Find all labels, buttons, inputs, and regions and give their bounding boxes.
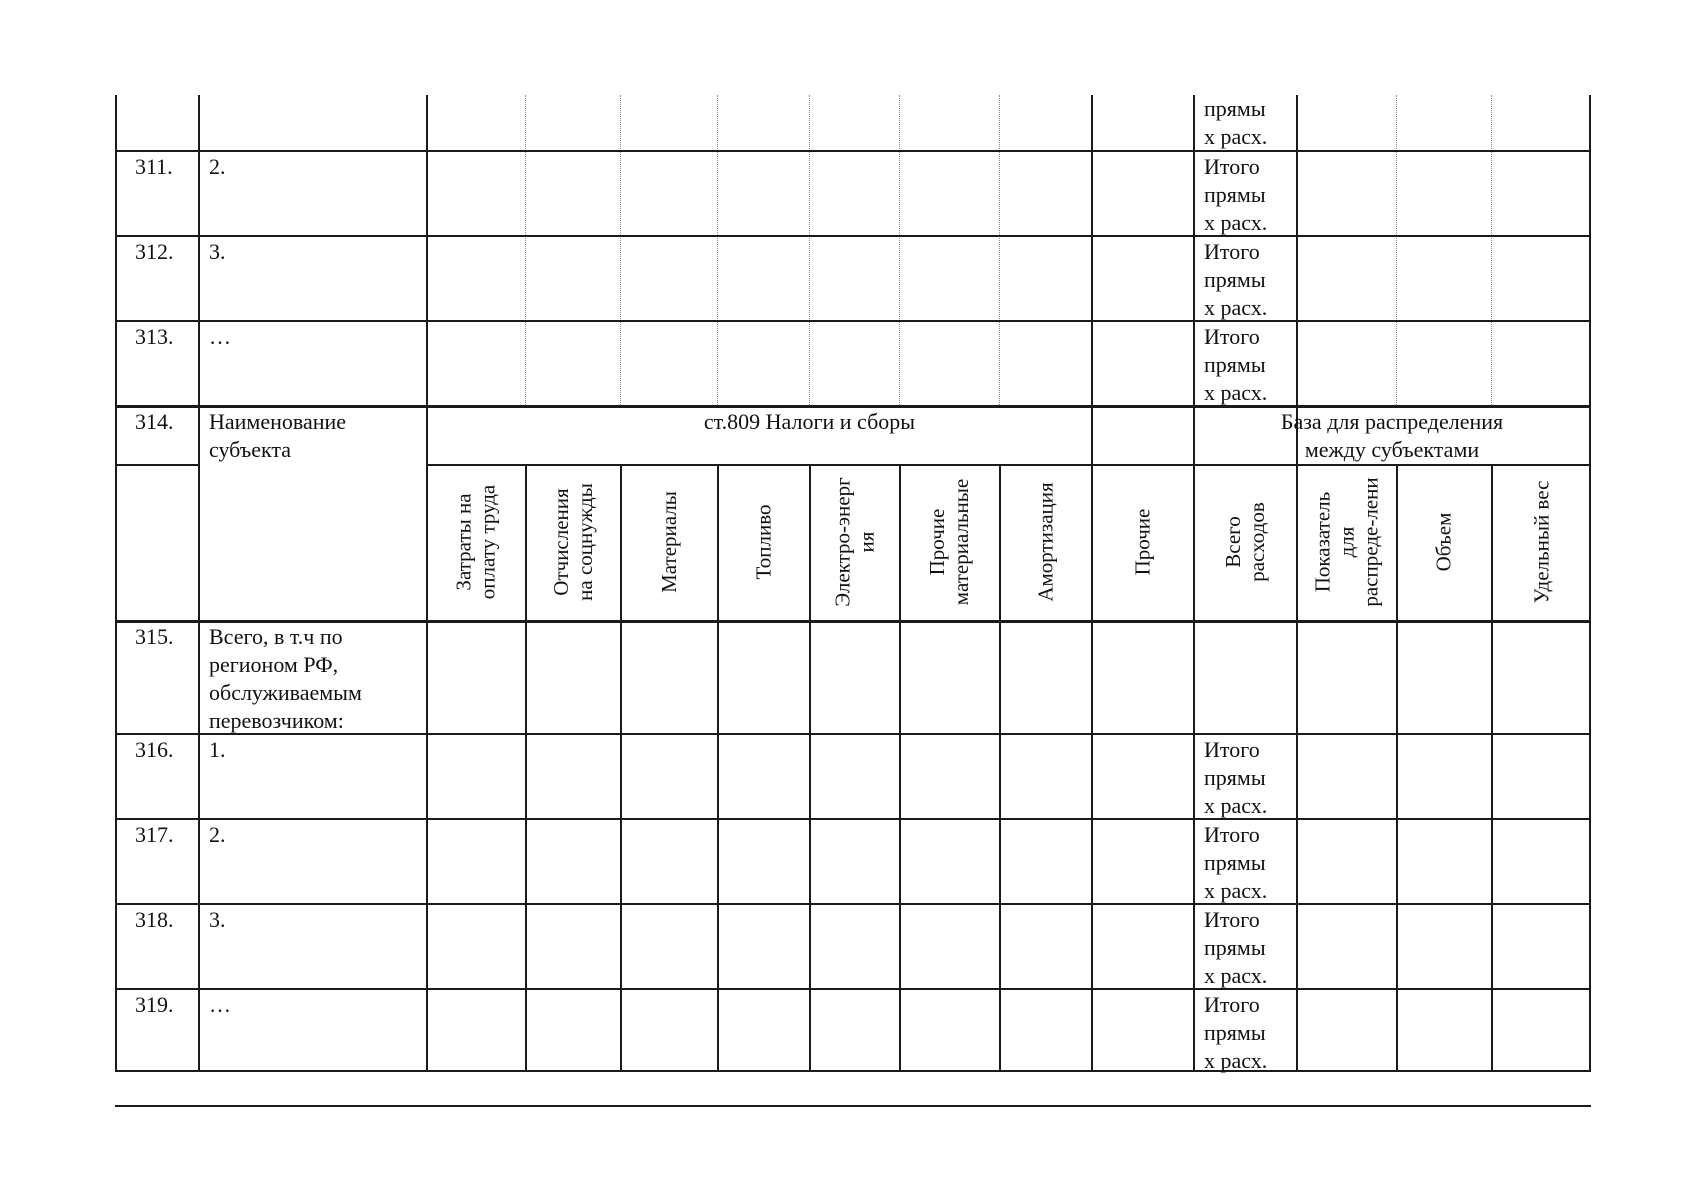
- row-number: 319.: [135, 992, 174, 1017]
- column-header: [656, 491, 680, 593]
- row-name: 2.: [209, 822, 226, 847]
- subject-name-header-line: субъекта: [209, 437, 292, 462]
- row-number: 313.: [135, 324, 174, 349]
- base-cell-line: х расх.: [1204, 210, 1268, 235]
- column-divider: [999, 464, 1001, 1072]
- total-row-name-line: регионом РФ,: [209, 652, 339, 677]
- column-divider: [717, 464, 719, 1072]
- column-divider-dotted: [1491, 95, 1492, 405]
- column-header: [1130, 509, 1154, 576]
- total-row-name: [209, 623, 362, 735]
- column-header: [1310, 477, 1382, 606]
- base-cell-line: Итого: [1204, 992, 1260, 1017]
- base-cell: [1204, 736, 1267, 820]
- column-header: [1431, 513, 1455, 572]
- column-header-line: Амортизация: [1033, 482, 1058, 602]
- base-cell-line: х расх.: [1204, 1048, 1268, 1073]
- total-row-name-line: перевозчиком:: [209, 708, 344, 733]
- base-cell-line: Итого: [1204, 154, 1260, 179]
- base-cell: [1204, 906, 1267, 990]
- base-cell-line: прямы: [1204, 182, 1266, 207]
- column-header-line: для: [1334, 526, 1359, 558]
- row-number: 316.: [135, 737, 174, 762]
- base-cell-line: х расх.: [1204, 380, 1268, 405]
- base-cell-line: Итого: [1204, 737, 1260, 762]
- base-cell: [1204, 821, 1267, 905]
- column-divider: [525, 464, 527, 1072]
- base-cell: [1204, 991, 1267, 1075]
- column-header-line: Всего: [1220, 516, 1245, 568]
- column-divider-dotted: [999, 95, 1000, 405]
- column-divider: [899, 464, 901, 1072]
- base-cell-line: х расх.: [1204, 963, 1268, 988]
- column-header-line: расходов: [1244, 502, 1269, 582]
- column-divider: [1396, 464, 1398, 1072]
- base-title: [1193, 408, 1591, 464]
- row-name: 3.: [209, 239, 226, 264]
- subject-name-header: [209, 408, 346, 464]
- base-cell-line: х расх.: [1204, 793, 1268, 818]
- base-title-line: База для распределения: [1280, 409, 1504, 434]
- table-bottom-border: [115, 1070, 1591, 1072]
- base-cell-line: х расх.: [1204, 295, 1268, 320]
- base-cell-line: прямы: [1204, 850, 1266, 875]
- column-divider-dotted: [1396, 95, 1397, 405]
- base-cell-line: Итого: [1204, 907, 1260, 932]
- base-cell-line: прямы: [1204, 267, 1266, 292]
- row-number: 317.: [135, 822, 174, 847]
- table-left-border: [115, 95, 117, 1072]
- row-name: 1.: [209, 737, 226, 762]
- column-divider: [809, 464, 811, 1072]
- subheader-divider-num: [115, 464, 200, 466]
- row-divider: [115, 235, 1591, 237]
- row-name: …: [209, 992, 231, 1017]
- column-divider-dotted: [809, 95, 810, 405]
- row-divider: [115, 818, 1591, 820]
- base-cell: [1204, 153, 1267, 237]
- column-divider-dotted: [717, 95, 718, 405]
- row-name: 2.: [209, 154, 226, 179]
- column-divider: [198, 95, 200, 1072]
- column-header-line: Показатель: [1310, 491, 1335, 593]
- column-divider: [1296, 95, 1298, 1072]
- row-number: 315.: [135, 624, 174, 649]
- column-header: [451, 485, 499, 600]
- base-title-line: между субъектами: [1304, 437, 1480, 462]
- column-header-line: Прочие: [1129, 508, 1154, 576]
- row-number: 312.: [135, 239, 174, 264]
- base-cell-line: х расх.: [1204, 124, 1268, 149]
- column-header-line: Отчисления: [548, 488, 573, 596]
- base-cell: [1204, 323, 1267, 407]
- column-header-line: Затраты на: [451, 493, 476, 591]
- column-header: [1220, 502, 1268, 582]
- base-cell-line: прямы: [1204, 96, 1266, 121]
- base-cell-line: Итого: [1204, 239, 1260, 264]
- column-divider: [1491, 464, 1493, 1072]
- base-cell-line: Итого: [1204, 822, 1260, 847]
- column-divider-dotted: [525, 95, 526, 405]
- table-right-border: [1589, 95, 1591, 1072]
- row-name: 3.: [209, 907, 226, 932]
- row-number: 314.: [135, 409, 174, 434]
- row-divider: [115, 320, 1591, 322]
- column-header-line: Топливо: [750, 504, 775, 580]
- column-divider: [426, 95, 428, 1072]
- base-cell-line: х расх.: [1204, 878, 1268, 903]
- base-cell-line: Итого: [1204, 324, 1260, 349]
- row-number: 318.: [135, 907, 174, 932]
- group-title: ст.809 Налоги и сборы: [703, 409, 916, 434]
- base-cell: [1204, 238, 1267, 322]
- column-header: [1033, 482, 1057, 601]
- column-header-line: оплату труда: [475, 484, 500, 600]
- column-header-line: ия: [854, 531, 879, 553]
- base-cell-line: прямы: [1204, 1020, 1266, 1045]
- footer-rule: [115, 1105, 1591, 1107]
- column-header: [925, 479, 973, 605]
- total-row-name-line: обслуживаемым: [209, 680, 362, 705]
- base-cell: [1204, 95, 1267, 151]
- column-header-line: Прочие: [925, 508, 950, 576]
- column-header: [830, 477, 878, 606]
- column-header-line: материальные: [949, 478, 974, 606]
- row-name: …: [209, 324, 231, 349]
- column-divider-dotted: [620, 95, 621, 405]
- column-divider: [1091, 95, 1093, 1072]
- row-divider: [115, 988, 1591, 990]
- column-header-line: распреде-лени: [1358, 477, 1383, 607]
- form-sheet: [115, 95, 1591, 1072]
- column-header-line: Удельный вес: [1528, 480, 1553, 604]
- base-cell-line: прямы: [1204, 935, 1266, 960]
- total-row-name-line: Всего, в т.ч по: [209, 624, 343, 649]
- column-header-line: на соцнужды: [572, 483, 597, 601]
- subject-name-header-line: Наименование: [209, 409, 347, 434]
- column-header-line: Материалы: [656, 491, 681, 593]
- column-header: [751, 505, 775, 580]
- row-divider: [115, 903, 1591, 905]
- column-divider: [620, 464, 622, 1072]
- base-cell-line: прямы: [1204, 765, 1266, 790]
- column-header: [1529, 481, 1553, 604]
- base-cell-line: прямы: [1204, 352, 1266, 377]
- column-header: [548, 483, 596, 601]
- column-divider-dotted: [899, 95, 900, 405]
- subheader-divider-data: [426, 464, 1591, 466]
- column-header-line: Объем: [1431, 512, 1456, 572]
- row-divider: [115, 150, 1591, 152]
- row-number: 311.: [135, 154, 173, 179]
- cost-allocation-table: [115, 95, 1591, 1072]
- column-divider: [1193, 95, 1195, 1072]
- column-header-line: Электро-энерг: [830, 477, 855, 607]
